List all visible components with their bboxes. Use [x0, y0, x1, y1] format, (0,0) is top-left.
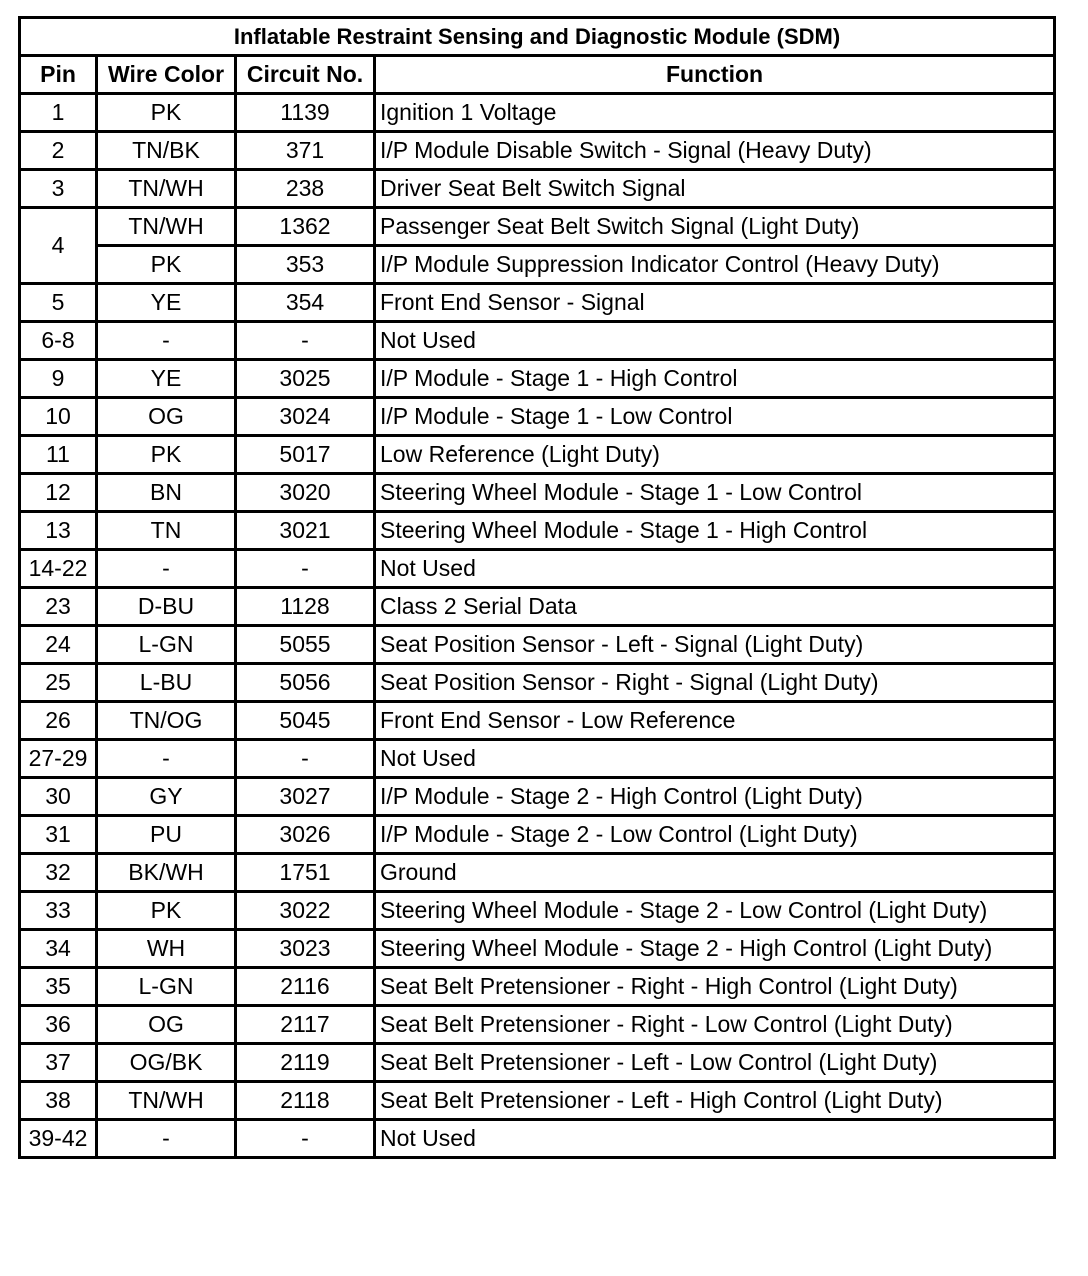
table-row	[20, 1082, 1055, 1120]
circuit-no-cell: 5056	[236, 664, 375, 702]
table-row	[20, 968, 1055, 1006]
function-cell: Not Used	[375, 740, 1055, 778]
function-cell: Not Used	[375, 550, 1055, 588]
header-row	[20, 56, 1055, 94]
function-cell: Ground	[375, 854, 1055, 892]
wire-color-cell: L-BU	[97, 664, 236, 702]
pin-cell: 34	[20, 930, 97, 968]
function-cell: Front End Sensor - Signal	[375, 284, 1055, 322]
pin-cell: 6-8	[20, 322, 97, 360]
circuit-no-cell: 1362	[236, 208, 375, 246]
pin-cell: 14-22	[20, 550, 97, 588]
table-row	[20, 664, 1055, 702]
wire-color-cell: OG	[97, 398, 236, 436]
function-cell: I/P Module - Stage 2 - High Control (Light Duty)	[375, 778, 1055, 816]
table-row	[20, 170, 1055, 208]
table-row	[20, 930, 1055, 968]
circuit-no-cell: 238	[236, 170, 375, 208]
table-row	[20, 550, 1055, 588]
wire-color-cell: BK/WH	[97, 854, 236, 892]
pin-cell: 25	[20, 664, 97, 702]
table-row	[20, 588, 1055, 626]
wire-color-cell: PK	[97, 436, 236, 474]
table-row	[20, 398, 1055, 436]
circuit-no-cell: 2118	[236, 1082, 375, 1120]
wire-color-cell: L-GN	[97, 968, 236, 1006]
wire-color-cell: PU	[97, 816, 236, 854]
table-row	[20, 322, 1055, 360]
function-cell: Front End Sensor - Low Reference	[375, 702, 1055, 740]
circuit-no-cell: 3026	[236, 816, 375, 854]
wire-color-cell: L-GN	[97, 626, 236, 664]
wire-color-cell: PK	[97, 892, 236, 930]
pin-cell: 3	[20, 170, 97, 208]
function-cell: Not Used	[375, 1120, 1055, 1158]
function-cell: Ignition 1 Voltage	[375, 94, 1055, 132]
pin-cell: 27-29	[20, 740, 97, 778]
table-row	[20, 512, 1055, 550]
pin-cell: 9	[20, 360, 97, 398]
circuit-no-cell: 353	[236, 246, 375, 284]
table-row	[20, 1006, 1055, 1044]
table-row	[20, 360, 1055, 398]
function-cell: Class 2 Serial Data	[375, 588, 1055, 626]
circuit-no-cell: 354	[236, 284, 375, 322]
wire-color-cell: -	[97, 322, 236, 360]
pin-cell: 36	[20, 1006, 97, 1044]
wire-color-cell: BN	[97, 474, 236, 512]
table-row	[20, 892, 1055, 930]
table-row	[20, 1044, 1055, 1082]
header-function: Function	[375, 56, 1055, 94]
pin-cell: 35	[20, 968, 97, 1006]
function-cell: Steering Wheel Module - Stage 2 - High Control (Light Duty)	[375, 930, 1055, 968]
function-cell: I/P Module Disable Switch - Signal (Heavy Duty)	[375, 132, 1055, 170]
function-cell: Seat Position Sensor - Right - Signal (Light Duty)	[375, 664, 1055, 702]
function-cell: Low Reference (Light Duty)	[375, 436, 1055, 474]
function-cell: Passenger Seat Belt Switch Signal (Light Duty)	[375, 208, 1055, 246]
table-row	[20, 702, 1055, 740]
title-row	[20, 18, 1055, 56]
function-cell: Seat Belt Pretensioner - Left - Low Control (Light Duty)	[375, 1044, 1055, 1082]
table-row	[20, 284, 1055, 322]
pin-cell: 23	[20, 588, 97, 626]
wire-color-cell: OG	[97, 1006, 236, 1044]
circuit-no-cell: 3024	[236, 398, 375, 436]
circuit-no-cell: -	[236, 740, 375, 778]
table-row	[20, 740, 1055, 778]
table-row	[20, 778, 1055, 816]
circuit-no-cell: 1751	[236, 854, 375, 892]
wire-color-cell: TN/WH	[97, 208, 236, 246]
circuit-no-cell: 2117	[236, 1006, 375, 1044]
table-row	[20, 816, 1055, 854]
circuit-no-cell: 5017	[236, 436, 375, 474]
header-pin: Pin	[20, 56, 97, 94]
pin-cell: 38	[20, 1082, 97, 1120]
circuit-no-cell: 3023	[236, 930, 375, 968]
pin-cell: 5	[20, 284, 97, 322]
wire-color-cell: TN/WH	[97, 170, 236, 208]
wire-color-cell: D-BU	[97, 588, 236, 626]
circuit-no-cell: -	[236, 550, 375, 588]
circuit-no-cell: 371	[236, 132, 375, 170]
wire-color-cell: -	[97, 1120, 236, 1158]
circuit-no-cell: 2119	[236, 1044, 375, 1082]
pin-cell: 33	[20, 892, 97, 930]
function-cell: Seat Belt Pretensioner - Left - High Control (Light Duty)	[375, 1082, 1055, 1120]
table-row	[20, 246, 1055, 284]
pin-cell: 1	[20, 94, 97, 132]
table-body	[20, 94, 1055, 1158]
table-title: Inflatable Restraint Sensing and Diagnostic Module (SDM)	[20, 18, 1055, 56]
wire-color-cell: WH	[97, 930, 236, 968]
sdm-pinout-table	[18, 16, 1056, 1159]
pin-cell: 30	[20, 778, 97, 816]
pin-cell: 4	[20, 208, 97, 284]
circuit-no-cell: 3022	[236, 892, 375, 930]
table-row	[20, 1120, 1055, 1158]
pin-cell: 10	[20, 398, 97, 436]
pin-cell: 13	[20, 512, 97, 550]
table-row	[20, 436, 1055, 474]
function-cell: Steering Wheel Module - Stage 1 - High Control	[375, 512, 1055, 550]
function-cell: I/P Module Suppression Indicator Control (Heavy Duty)	[375, 246, 1055, 284]
function-cell: Driver Seat Belt Switch Signal	[375, 170, 1055, 208]
circuit-no-cell: 3021	[236, 512, 375, 550]
wire-color-cell: PK	[97, 94, 236, 132]
function-cell: Seat Belt Pretensioner - Right - Low Control (Light Duty)	[375, 1006, 1055, 1044]
function-cell: Seat Belt Pretensioner - Right - High Control (Light Duty)	[375, 968, 1055, 1006]
table-row	[20, 132, 1055, 170]
circuit-no-cell: 2116	[236, 968, 375, 1006]
function-cell: I/P Module - Stage 1 - High Control	[375, 360, 1055, 398]
wire-color-cell: -	[97, 550, 236, 588]
header-circuit-no: Circuit No.	[236, 56, 375, 94]
circuit-no-cell: 1128	[236, 588, 375, 626]
function-cell: Steering Wheel Module - Stage 2 - Low Control (Light Duty)	[375, 892, 1055, 930]
header-wire-color: Wire Color	[97, 56, 236, 94]
table-row	[20, 854, 1055, 892]
pin-cell: 32	[20, 854, 97, 892]
circuit-no-cell: 3025	[236, 360, 375, 398]
circuit-no-cell: -	[236, 322, 375, 360]
pin-cell: 11	[20, 436, 97, 474]
table-row	[20, 474, 1055, 512]
pin-cell: 12	[20, 474, 97, 512]
wire-color-cell: TN/WH	[97, 1082, 236, 1120]
pin-cell: 2	[20, 132, 97, 170]
function-cell: I/P Module - Stage 1 - Low Control	[375, 398, 1055, 436]
wire-color-cell: TN/BK	[97, 132, 236, 170]
circuit-no-cell: -	[236, 1120, 375, 1158]
function-cell: Seat Position Sensor - Left - Signal (Light Duty)	[375, 626, 1055, 664]
circuit-no-cell: 5055	[236, 626, 375, 664]
pin-cell: 31	[20, 816, 97, 854]
circuit-no-cell: 3027	[236, 778, 375, 816]
table-row	[20, 94, 1055, 132]
wire-color-cell: YE	[97, 284, 236, 322]
pin-cell: 39-42	[20, 1120, 97, 1158]
function-cell: Steering Wheel Module - Stage 1 - Low Control	[375, 474, 1055, 512]
wire-color-cell: PK	[97, 246, 236, 284]
table-row	[20, 208, 1055, 246]
table-row	[20, 626, 1055, 664]
wire-color-cell: -	[97, 740, 236, 778]
function-cell: Not Used	[375, 322, 1055, 360]
wire-color-cell: TN	[97, 512, 236, 550]
pin-cell: 24	[20, 626, 97, 664]
pin-cell: 37	[20, 1044, 97, 1082]
circuit-no-cell: 1139	[236, 94, 375, 132]
function-cell: I/P Module - Stage 2 - Low Control (Light Duty)	[375, 816, 1055, 854]
wire-color-cell: YE	[97, 360, 236, 398]
wire-color-cell: GY	[97, 778, 236, 816]
wire-color-cell: TN/OG	[97, 702, 236, 740]
pin-cell: 26	[20, 702, 97, 740]
wire-color-cell: OG/BK	[97, 1044, 236, 1082]
circuit-no-cell: 3020	[236, 474, 375, 512]
circuit-no-cell: 5045	[236, 702, 375, 740]
